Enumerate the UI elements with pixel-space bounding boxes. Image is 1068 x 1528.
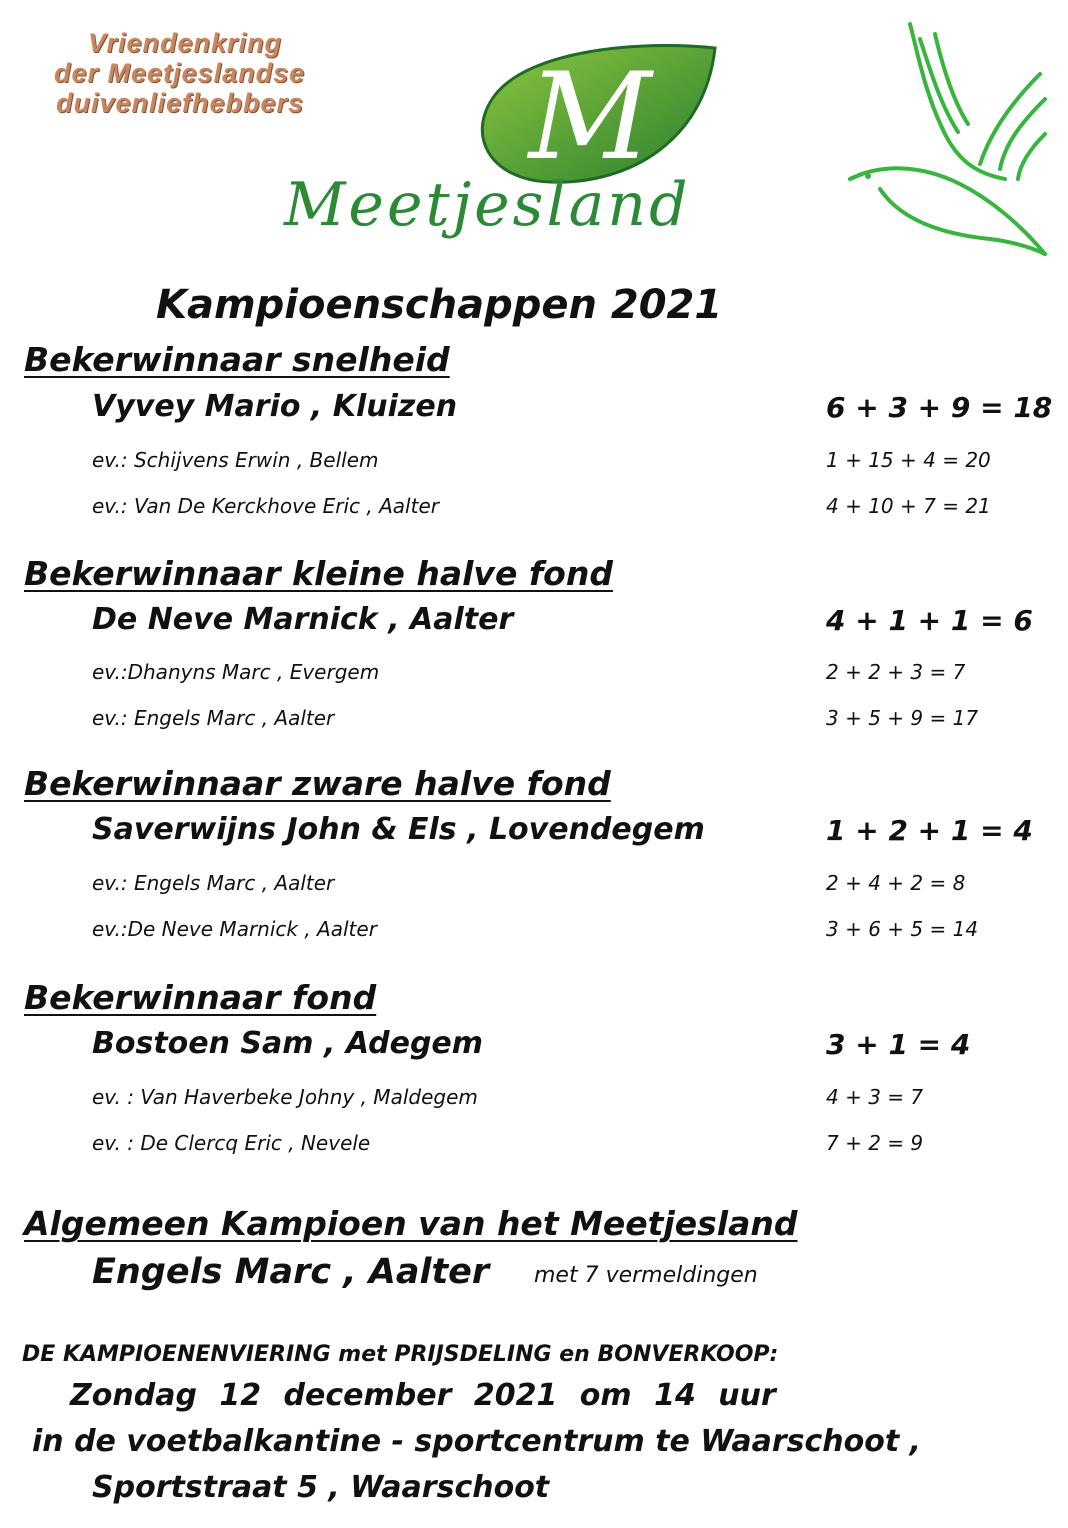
org-line-2: der Meetjeslandse	[54, 58, 306, 88]
winner-score: 1 + 2 + 1 = 4	[826, 814, 1033, 847]
runner-up-name: ev.:Dhanyns Marc , Evergem	[92, 660, 380, 684]
category-heading: Bekerwinnaar snelheid	[24, 340, 450, 379]
category-heading: Bekerwinnaar kleine halve fond	[24, 554, 613, 593]
runner-up-score: 7 + 2 = 9	[826, 1131, 924, 1155]
category-heading: Bekerwinnaar zware halve fond	[24, 764, 611, 803]
winner-score: 4 + 1 + 1 = 6	[826, 604, 1033, 637]
winner-name: De Neve Marnick , Aalter	[92, 602, 514, 637]
runner-up-name: ev.: Engels Marc , Aalter	[92, 871, 335, 895]
winner-name: Vyvey Mario , Kluizen	[92, 389, 458, 424]
winner-score: 3 + 1 = 4	[826, 1028, 971, 1061]
runner-up-name: ev.: Van De Kerckhove Eric , Aalter	[92, 494, 439, 518]
runner-up-score: 3 + 6 + 5 = 14	[826, 917, 979, 941]
winner-name: Bostoen Sam , Adegem	[92, 1026, 484, 1061]
overall-note: met 7 vermeldingen	[534, 1263, 758, 1288]
runner-up-score: 4 + 3 = 7	[826, 1085, 924, 1109]
org-line-3: duivenliefhebbers	[56, 88, 305, 118]
organization-name	[54, 28, 434, 118]
event-date: Zondag 12 december 2021 om 14 uur	[70, 1378, 776, 1413]
runner-up-name: ev. : Van Haverbeke Johny , Maldegem	[92, 1085, 478, 1109]
runner-up-score: 4 + 10 + 7 = 21	[826, 494, 991, 518]
runner-up-score: 2 + 2 + 3 = 7	[826, 660, 966, 684]
winner-name: Saverwijns John & Els , Lovendegem	[92, 812, 705, 847]
winner-score: 6 + 3 + 9 = 18	[826, 391, 1053, 424]
runner-up-name: ev. : De Clercq Eric , Nevele	[92, 1131, 371, 1155]
runner-up-name: ev.: Schijvens Erwin , Bellem	[92, 448, 379, 472]
event-address: Sportstraat 5 , Waarschoot	[92, 1470, 550, 1505]
runner-up-name: ev.:De Neve Marnick , Aalter	[92, 917, 377, 941]
dove-icon	[840, 14, 1050, 259]
page-title: Kampioenschappen 2021	[156, 282, 723, 328]
runner-up-name: ev.: Engels Marc , Aalter	[92, 706, 335, 730]
brand-name: Meetjesland	[284, 170, 691, 240]
leaf-logo-icon	[470, 40, 730, 190]
runner-up-score: 2 + 4 + 2 = 8	[826, 871, 966, 895]
runner-up-score: 3 + 5 + 9 = 17	[826, 706, 979, 730]
event-heading: DE KAMPIOENENVIERING met PRIJSDELING en BONVERKOOP:	[22, 1342, 779, 1367]
category-heading: Bekerwinnaar fond	[24, 978, 377, 1017]
overall-winner: Engels Marc , Aalter	[92, 1252, 490, 1292]
logo-letter: M	[528, 48, 652, 187]
runner-up-score: 1 + 15 + 4 = 20	[826, 448, 991, 472]
event-place: in de voetbalkantine - sportcentrum te Waarschoot ,	[32, 1424, 922, 1459]
org-line-1: Vriendenkring	[88, 28, 283, 58]
overall-heading: Algemeen Kampioen van het Meetjesland	[24, 1204, 798, 1243]
